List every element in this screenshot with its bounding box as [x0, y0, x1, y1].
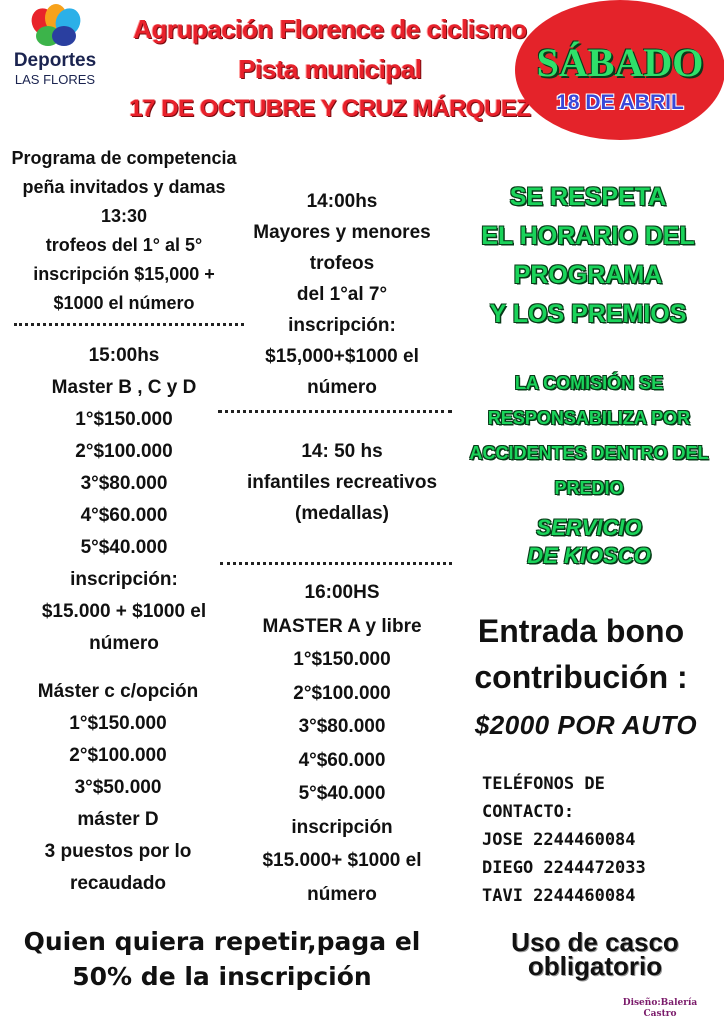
- text-line: 13:30: [100, 206, 148, 226]
- dotted-divider: [218, 410, 452, 413]
- header-address: 17 DE OCTUBRE Y CRUZ MÁRQUEZ: [129, 95, 531, 122]
- helmet-notice: [490, 927, 700, 981]
- contacts: [482, 770, 712, 910]
- notice-line: EL HORARIO DEL: [481, 222, 695, 250]
- text-line: inscripción:: [288, 315, 396, 336]
- text-line: $1000 el número: [53, 293, 195, 313]
- entry-line: Entrada bono: [477, 613, 685, 649]
- header-club: Agrupación Florence de ciclismo: [133, 14, 527, 44]
- notice-line: ACCIDENTES DENTRO DEL: [469, 443, 709, 463]
- text-line: 1°$150.000: [293, 649, 391, 670]
- text-line: (medallas): [295, 503, 389, 524]
- notice-line: DE KIOSCO: [527, 543, 651, 568]
- design-credit: [600, 998, 720, 1020]
- date-date: 18 DE ABRIL: [556, 91, 684, 114]
- text-line: 5°$40.000: [298, 783, 386, 804]
- text-line: peña invitados y damas: [22, 177, 226, 197]
- text-line: número: [307, 377, 377, 398]
- text-line: Master B , C y D: [51, 377, 197, 398]
- text-line: 16:00HS: [304, 582, 380, 603]
- contact-item: JOSE 2244460084: [482, 830, 636, 850]
- footer-line: Quien quiera repetir,paga el: [23, 927, 421, 956]
- header-venue: Pista municipal: [238, 54, 422, 84]
- entry-line: contribución :: [474, 659, 688, 695]
- col2-block2: [224, 436, 460, 529]
- text-line: $15,000+$1000 el: [265, 346, 419, 367]
- logo-place: LAS FLORES: [14, 72, 96, 87]
- text-line: número: [307, 883, 377, 905]
- contacts-title: CONTACTO:: [482, 802, 575, 822]
- text-line: del 1°al 7°: [296, 284, 388, 305]
- text-line: 1°$150.000: [69, 713, 167, 734]
- text-line: inscripción:: [70, 569, 178, 590]
- text-line: 3°$50.000: [74, 777, 162, 798]
- col1-block2: [0, 340, 248, 660]
- notice-liability: [464, 366, 714, 506]
- text-line: 4°$60.000: [80, 505, 168, 526]
- flower-logo-icon: [28, 4, 84, 50]
- notice-line: PREDIO: [554, 478, 624, 498]
- text-line: 5°$40.000: [80, 537, 168, 558]
- text-line: Máster c c/opción: [37, 681, 199, 702]
- entry-info: [466, 608, 696, 700]
- text-line: Mayores y menores: [253, 222, 431, 243]
- footer-line: 50% de la inscripción: [72, 962, 372, 991]
- text-line: recaudado: [69, 873, 167, 894]
- col2-block1: [224, 186, 460, 403]
- text-line: 2°$100.000: [293, 682, 391, 704]
- text-line: trofeos del 1° al 5°: [45, 235, 203, 255]
- text-line: 3°$80.000: [80, 473, 168, 494]
- text-line: número: [89, 633, 159, 654]
- entry-price: $2000 POR AUTO: [474, 710, 698, 740]
- notice-schedule: [470, 178, 706, 334]
- text-line: infantiles recreativos: [246, 472, 438, 493]
- dotted-divider: [14, 323, 244, 326]
- text-line: 15:00hs: [88, 345, 160, 366]
- notice-kiosk: [464, 514, 714, 570]
- text-line: 3 puestos por lo: [44, 841, 192, 862]
- text-line: 1°$150.000: [75, 409, 173, 430]
- notice-line: LA COMISIÓN SE: [514, 373, 664, 393]
- credit-line: Diseño:Balería: [622, 998, 698, 1008]
- contact-item: TAVI 2244460084: [482, 886, 636, 906]
- notice-line: RESPONSABILIZA POR: [487, 408, 691, 428]
- text-line: Programa de competencia: [11, 148, 237, 168]
- text-line: máster D: [77, 809, 159, 830]
- logo-name: Deportes: [13, 50, 97, 71]
- text-line: 14:00hs: [306, 191, 378, 212]
- footer-repeat-notice: [0, 924, 444, 994]
- text-line: MASTER A y libre: [262, 615, 422, 637]
- text-line: inscripción $15,000 +: [33, 264, 215, 284]
- text-line: 2°$100.000: [69, 745, 167, 766]
- dotted-divider: [220, 562, 452, 565]
- col1-block3: [0, 676, 236, 900]
- contact-item: DIEGO 2244472033: [482, 858, 646, 878]
- helmet-line: obligatorio: [527, 951, 663, 981]
- helmet-line: Uso de casco: [511, 927, 679, 957]
- notice-line: SERVICIO: [536, 515, 642, 540]
- date-day: SÁBADO: [536, 40, 704, 85]
- text-line: 14: 50 hs: [301, 441, 383, 462]
- text-line: 4°$60.000: [298, 749, 386, 771]
- notice-line: SE RESPETA: [509, 183, 667, 211]
- credit-line: Castro: [643, 1009, 677, 1019]
- text-line: trofeos: [309, 253, 375, 274]
- col2-block3: [224, 576, 460, 911]
- col1-block1: [0, 144, 248, 318]
- text-line: $15.000 + $1000 el: [41, 601, 207, 622]
- contacts-title: TELÉFONOS DE: [482, 774, 605, 794]
- deportes-logo: [0, 0, 115, 100]
- text-line: 2°$100.000: [75, 441, 173, 462]
- notice-line: PROGRAMA: [513, 261, 663, 289]
- text-line: 3°$80.000: [298, 716, 386, 737]
- text-line: inscripción: [291, 816, 393, 838]
- text-line: $15.000+ $1000 el: [262, 850, 422, 871]
- notice-line: Y LOS PREMIOS: [489, 300, 687, 328]
